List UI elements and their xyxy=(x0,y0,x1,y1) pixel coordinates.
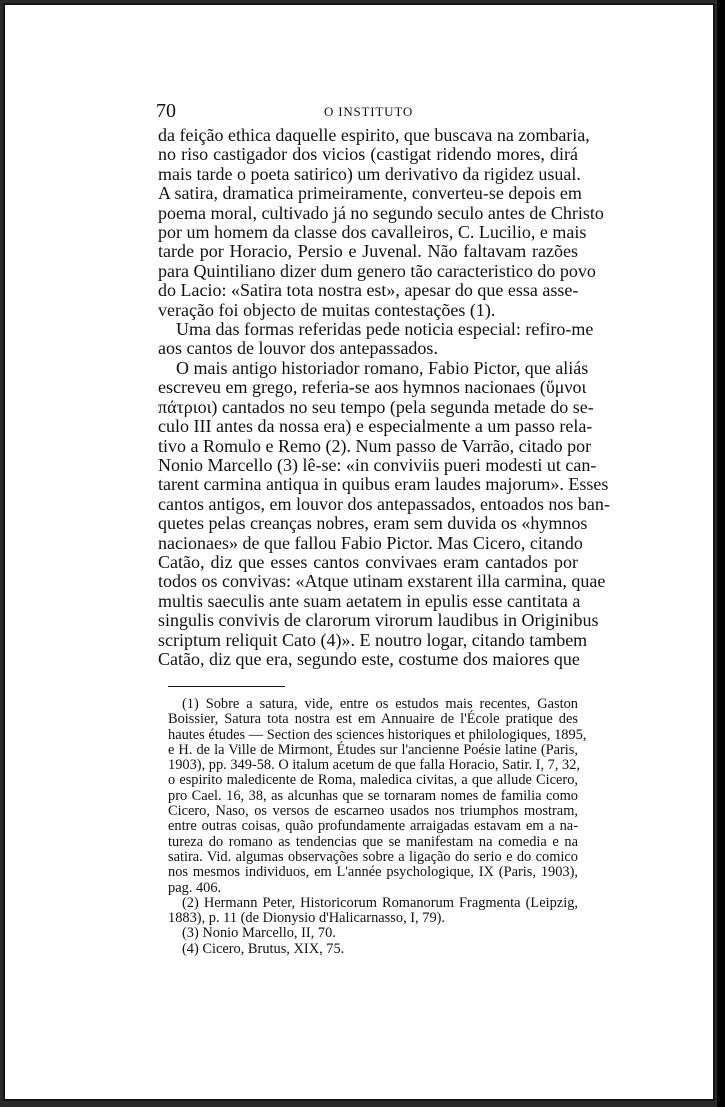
text-line: A satira, dramatica primeiramente, converteu-se depois em xyxy=(158,183,582,204)
page-header xyxy=(156,100,581,124)
text-line: cantos antigos, em louvor dos antepassados, entoados nos ban- xyxy=(158,493,610,514)
text-line: aos cantos de louvor dos antepassados. xyxy=(158,338,438,359)
footnote-line: (4) Cicero, Brutus, XIX, 75. xyxy=(182,940,345,957)
text-line: multis saeculis ante suam aetatem in epulis esse cantitata a xyxy=(158,590,581,611)
text-line: singulis convivis de clarorum virorum laudibus in Originibus xyxy=(158,610,599,631)
text-line: veração foi objecto de muitas contestações (1). xyxy=(158,299,496,320)
text-line: Nonio Marcello (3) lê-se: «in conviviis pueri modesti ut can- xyxy=(158,454,597,475)
footnote-line: (2) Hermann Peter, Historicorum Romanorum Fragmenta (Leipzig, xyxy=(182,894,578,911)
text-line: por um homem da classe dos cavalleiros, C. Lucilio, e mais xyxy=(158,222,587,243)
footnote-divider xyxy=(168,686,285,687)
footnote-line: pro Cael. 16, 38, as alcunhas que se tornaram nomes de familia como xyxy=(168,787,578,804)
text-line: O mais antigo historiador romano, Fabio Pictor, que aliás xyxy=(176,357,589,378)
footnote-line: hautes études — Section des sciences historiques et philologiques, 1895, xyxy=(168,726,587,743)
footnote-line: tureza do romano as tendencias que se manifestam na comedia e na xyxy=(168,833,578,850)
text-line: poema moral, cultivado já no segundo seculo antes de Christo xyxy=(158,202,604,223)
footnote-line: pag. 406. xyxy=(168,879,222,896)
footnote-line: e H. de la Ville de Mirmont, Études sur l'ancienne Poésie latine (Paris, xyxy=(168,741,578,758)
footnote-line: (3) Nonio Marcello, II, 70. xyxy=(182,925,336,942)
text-line: πάτριοι) cantados no seu tempo (pela segunda metade do se- xyxy=(158,396,594,417)
footnote-line: satira. Vid. algumas observações sobre a ligação do serio e do comico xyxy=(168,848,578,865)
text-line: tarent carmina antiqua in quibus eram laudes majorum». Esses xyxy=(158,474,609,495)
footnote-line: 1903), pp. 349-58. O italum acetum de que falla Horacio, Satir. I, 7, 32, xyxy=(168,757,581,774)
text-line: do Lacio: «Satira tota nostra est», apesar do que essa asse- xyxy=(158,280,579,301)
footnotes xyxy=(168,696,587,957)
text-line: tarde por Horacio, Persio e Juvenal. Não faltavam razões xyxy=(158,241,578,262)
text-line: escreveu em grego, referia-se aos hymnos nacionaes (ὕμνοι xyxy=(158,377,587,398)
text-line: Catão, diz que era, segundo este, costume dos maiores que xyxy=(158,648,580,669)
text-line: nacionaes» de que fallou Fabio Pictor. Mas Cicero, citando xyxy=(158,532,583,553)
body-text xyxy=(158,125,610,669)
scan-edge xyxy=(717,0,725,1107)
text-line: para Quintiliano dizer dum genero tão caracteristico do povo xyxy=(158,260,596,281)
page-number: 70 xyxy=(156,100,176,122)
footnote-line: o espirito maledicente de Roma, maledica civitas, a que allude Cicero, xyxy=(168,772,578,789)
text-line: Catão, diz que esses cantos convivaes eram cantados por xyxy=(158,551,578,572)
footnote-line: (1) Sobre a satura, vide, entre os estudos mais recentes, Gaston xyxy=(182,696,578,712)
footnote-line: Boissier, Satura tota nostra est em Annuaire de l'École pratique des xyxy=(168,711,578,728)
text-line: Uma das formas referidas pede noticia especial: refiro-me xyxy=(176,319,594,340)
footnote-line: Cicero, Naso, os versos de escarneo usados nos triumphos mostram, xyxy=(168,803,578,820)
text-line: tivo a Romulo e Remo (2). Num passo de Varrão, citado por xyxy=(158,435,592,456)
text-line: da feição ethica daquelle espirito, que buscava na zombaria, xyxy=(158,125,590,145)
text-line: todos os convivas: «Atque utinam exstarent illa carmina, quae xyxy=(158,571,606,592)
footnote-line: 1883), p. 11 (de Dionysio d'Halicarnasso, I, 79). xyxy=(168,910,446,927)
text-line: no riso castigador dos vicios (castigat ridendo mores, dirá xyxy=(158,144,578,165)
running-title: O INSTITUTO xyxy=(323,104,414,119)
footnote-line: entre outras coisas, quão profundamente arraigadas estavam em a na- xyxy=(168,818,578,835)
text-line: mais tarde o poeta satirico) um derivativo da rigidez usual. xyxy=(158,163,581,184)
footnote-line: nos mesmos individuos, em L'année psychologique, IX (Paris, 1903), xyxy=(168,864,578,881)
text-line: quetes pelas creanças nobres, eram sem duvida os «hymnos xyxy=(158,513,588,534)
text-line: scriptum reliquit Cato (4)». E noutro logar, citando tambem xyxy=(158,629,588,650)
text-line: culo III antes da nossa era) e especialmente a um passo rela- xyxy=(158,416,593,437)
